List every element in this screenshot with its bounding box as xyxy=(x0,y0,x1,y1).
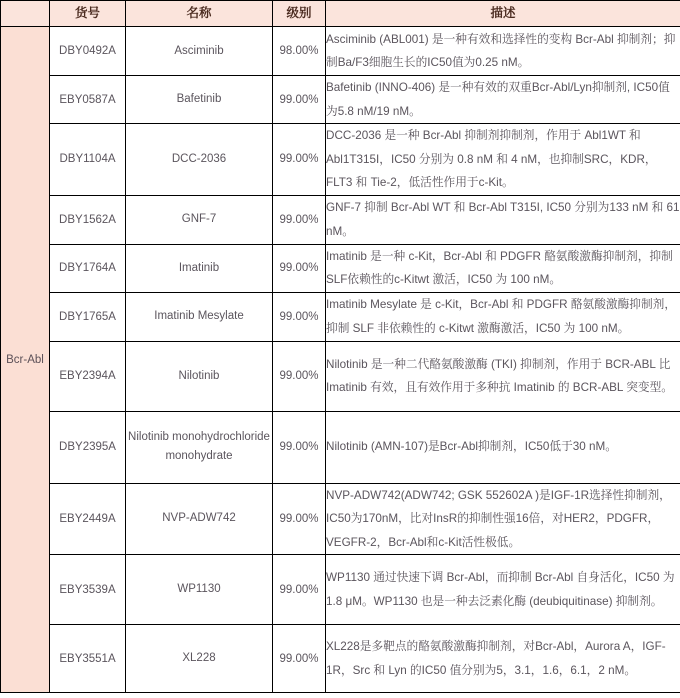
category-cell-bcr-abl: Bcr-Abl xyxy=(1,27,50,693)
cell-product-name: WP1130 xyxy=(126,555,273,625)
table-row xyxy=(1,292,680,341)
table-row xyxy=(1,411,680,483)
cell-product-name: Nilotinib monohydrochloride monohydrate xyxy=(126,411,273,483)
table-body xyxy=(1,27,680,693)
cell-product-name: Imatinib Mesylate xyxy=(126,292,273,341)
cell-description: Nilotinib 是一种二代酪氨酸激酶 (TKI) 抑制剂，作用于 BCR-ABL 比 Imatinib 有效，且有效作用于多种抗 Imatinib 的 BCR-ABL 突变型。 xyxy=(326,341,680,411)
cell-description: Asciminib (ABL001) 是一种有效和选择性的变构 Bcr-Abl 抑制剂；抑制Ba/F3细胞生长的IC50值为0.25 nM。 xyxy=(326,27,680,76)
cell-grade: 99.00% xyxy=(273,76,326,124)
cell-catalog-no: EBY2449A xyxy=(50,483,126,555)
cell-catalog-no: DBY0492A xyxy=(50,27,126,76)
cell-grade: 99.00% xyxy=(273,244,326,292)
column-header-name: 名称 xyxy=(126,1,273,27)
cell-product-name: Imatinib xyxy=(126,244,273,292)
cell-grade: 99.00% xyxy=(273,411,326,483)
table-row xyxy=(1,555,680,625)
cell-description: Imatinib Mesylate 是 c-Kit，Bcr-Abl 和 PDGFR 酪氨酸激酶抑制剂，抑制 SLF 非依赖性的 c-Kitwt 激酶激活，IC50 为 100 nM。 xyxy=(326,292,680,341)
cell-product-name: Asciminib xyxy=(126,27,273,76)
cell-description: NVP-ADW742(ADW742; GSK 552602A )是IGF-1R选择性抑制剂，IC50为170nM，比对InsR的抑制性强16倍，对HER2，PDGFR，VEGFR-2，Bcr-Abl和c-Kit活性极低。 xyxy=(326,483,680,555)
cell-catalog-no: EBY3551A xyxy=(50,625,126,693)
cell-product-name: Nilotinib xyxy=(126,341,273,411)
table-row xyxy=(1,625,680,693)
cell-product-name: XL228 xyxy=(126,625,273,693)
cell-description: Bafetinib (INNO-406) 是一种有效的双重Bcr-Abl/Lyn抑制剂, IC50值为5.8 nM/19 nM。 xyxy=(326,76,680,124)
cell-catalog-no: EBY3539A xyxy=(50,555,126,625)
column-header-catalog-no: 货号 xyxy=(50,1,126,27)
cell-product-name: DCC-2036 xyxy=(126,124,273,196)
table-row xyxy=(1,124,680,196)
table-row xyxy=(1,76,680,124)
cell-description: Imatinib 是一种 c-Kit，Bcr-Abl 和 PDGFR 酪氨酸激酶抑制剂，抑制SLF依赖性的c-Kitwt 激活，IC50 为 100 nM。 xyxy=(326,244,680,292)
cell-grade: 99.00% xyxy=(273,124,326,196)
column-header-category xyxy=(1,1,50,27)
table-row xyxy=(1,27,680,76)
cell-grade: 99.00% xyxy=(273,292,326,341)
cell-description: WP1130 通过快速下调 Bcr-Abl，而抑制 Bcr-Abl 自身活化，IC50 为 1.8 μM。WP1130 也是一种去泛素化酶 (deubiquitinase) 抑制剂。 xyxy=(326,555,680,625)
cell-catalog-no: EBY0587A xyxy=(50,76,126,124)
table-header-row xyxy=(1,1,680,27)
cell-product-name: NVP-ADW742 xyxy=(126,483,273,555)
table-row xyxy=(1,341,680,411)
cell-description: XL228是多靶点的酪氨酸激酶抑制剂，对Bcr-Abl，Aurora A，IGF-1R，Src 和 Lyn 的IC50 值分别为5，3.1，1.6，6.1，2 nM。 xyxy=(326,625,680,693)
cell-grade: 98.00% xyxy=(273,27,326,76)
cell-grade: 99.00% xyxy=(273,555,326,625)
cell-catalog-no: DBY2395A xyxy=(50,411,126,483)
cell-description: GNF-7 抑制 Bcr-Abl WT 和 Bcr-Abl T315I, IC50 分别为133 nM 和 61 nM。 xyxy=(326,195,680,244)
cell-product-name: Bafetinib xyxy=(126,76,273,124)
cell-product-name: GNF-7 xyxy=(126,195,273,244)
cell-grade: 99.00% xyxy=(273,195,326,244)
table-row xyxy=(1,483,680,555)
cell-catalog-no: EBY2394A xyxy=(50,341,126,411)
cell-catalog-no: DBY1765A xyxy=(50,292,126,341)
cell-grade: 99.00% xyxy=(273,483,326,555)
cell-catalog-no: DBY1104A xyxy=(50,124,126,196)
column-header-grade: 级别 xyxy=(273,1,326,27)
table-row xyxy=(1,244,680,292)
cell-description: DCC-2036 是一种 Bcr-Abl 抑制剂抑制剂，作用于 Abl1WT 和 Abl1T315I，IC50 分别为 0.8 nM 和 4 nM，也抑制SRC，KDR，FLT3 和 Tie-2，低活性作用于c-Kit。 xyxy=(326,124,680,196)
cell-catalog-no: DBY1764A xyxy=(50,244,126,292)
cell-description: Nilotinib (AMN-107)是Bcr-Abl抑制剂，IC50低于30 nM。 xyxy=(326,411,680,483)
column-header-description: 描述 xyxy=(326,1,680,27)
cell-catalog-no: DBY1562A xyxy=(50,195,126,244)
cell-grade: 99.00% xyxy=(273,625,326,693)
table-row xyxy=(1,195,680,244)
cell-grade: 99.00% xyxy=(273,341,326,411)
